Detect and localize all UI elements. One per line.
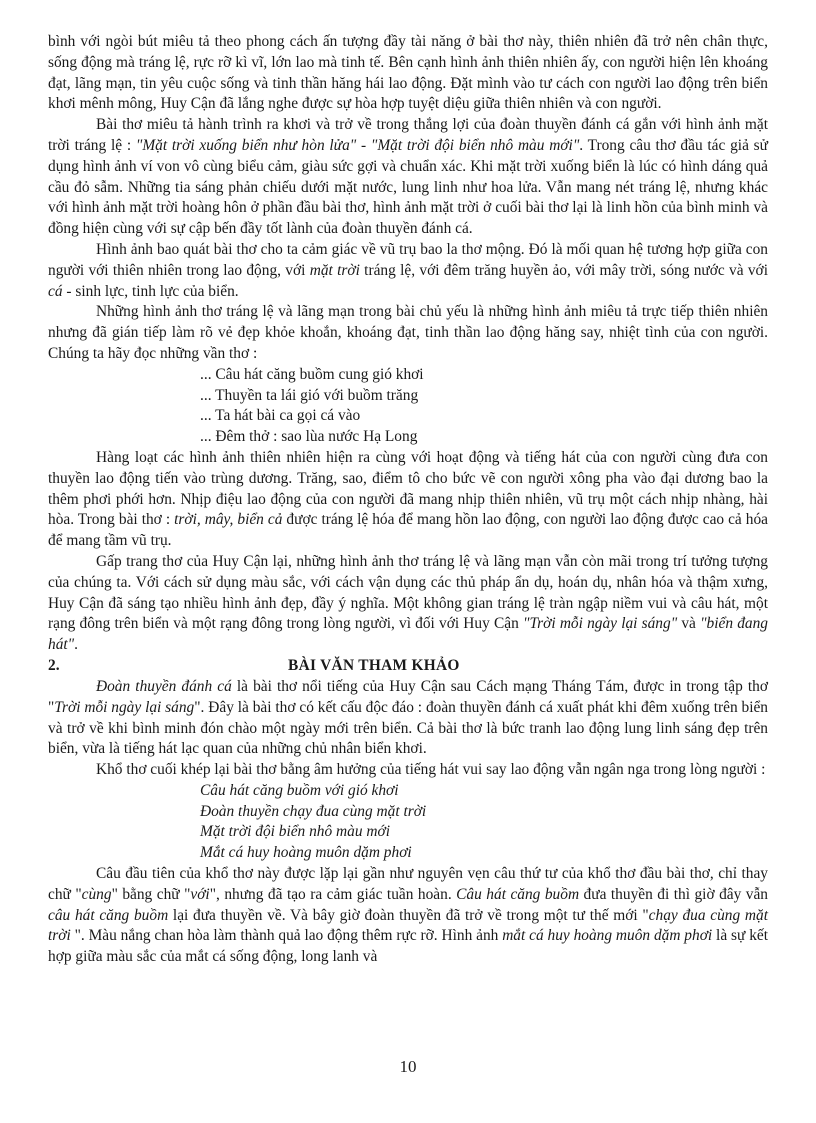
text-run: Hình ảnh bao quát bài thơ cho ta cảm giác về vũ trụ bao la thơ mộng. Đó là mối quan hệ tương hợp giữa con người với thiên nhiên trong lao động, với bbox=[48, 240, 768, 279]
text-run: ". Màu nắng chan hòa làm thành quả lao động thêm rực rỡ. Hình ảnh bbox=[70, 927, 503, 945]
emphasis: cùng bbox=[81, 885, 112, 903]
text-run: . bbox=[74, 636, 78, 654]
emphasis: mắt cá huy hoàng muôn dặm phơi bbox=[502, 927, 713, 945]
poem-line: Mắt cá huy hoàng muôn dặm phơi bbox=[200, 844, 412, 862]
emphasis: Đoàn thuyền đánh cá bbox=[96, 677, 232, 695]
paragraph-6 bbox=[48, 552, 768, 656]
document-body bbox=[48, 32, 768, 968]
poem-line: Mặt trời đội biển nhô màu mới bbox=[200, 823, 390, 841]
poem-line: Đoàn thuyền chạy đua cùng mặt trời bbox=[200, 802, 427, 820]
poem-line: ... Câu hát căng buồm cung gió khơi bbox=[200, 365, 424, 383]
text-run: tráng lệ, với đêm trăng huyền ảo, với mây trời, sóng nước và với bbox=[359, 261, 768, 279]
emphasis: "biển đang hát" bbox=[48, 615, 769, 654]
text-run: Hàng loạt các hình ảnh thiên nhiên hiện ra cùng với hoạt động và tiếng hát của con người cùng đưa con thuyền lao động tiến vào trùng dương. Trăng, sao, điểm tô cho bức vẽ con người xông pha vào đại dương bao la thêm phơi phới hơn. Nhịp điệu lao động của con người đã mang nhịp thiên nhiên, vũ trụ một cách nhịp nhàng, hài hòa. Trong bài thơ : bbox=[48, 448, 768, 529]
emphasis: mặt trời bbox=[309, 261, 360, 279]
text-run: đưa thuyền đi thì giờ đây vẫn bbox=[579, 885, 768, 903]
text-run: lại đưa thuyền về. Và bây giờ đoàn thuyền đã trở về trong một tư thế mới " bbox=[168, 906, 649, 924]
paragraph-2 bbox=[48, 115, 768, 240]
text-run: được tráng lệ hóa để mang hồn lao động, con người lao động được cao cả hóa để mang tầm vũ trụ. bbox=[48, 511, 769, 550]
text-run: Gấp trang thơ của Huy Cận lại, những hình ảnh thơ tráng lệ và lãng mạn vẫn còn mãi trong trí tưởng tượng của chúng ta. Với cách sử dụng màu sắc, với cách vận dụng các thủ pháp ẩn dụ, hoán dụ, nhân hóa và thậm xưng, Huy Cận đã sáng tạo nhiều hình ảnh đẹp, đầy ý nghĩa. Một không gian tráng lệ tràn ngập niềm vui và câu hát, một rạng đông trên biển và một rạng đông trong lòng người, vì đối với Huy Cận bbox=[48, 552, 768, 633]
text-run: là sự kết hợp giữa màu sắc của mắt cá sống động, long lanh và bbox=[48, 927, 768, 966]
text-run: là bài thơ nổi tiếng của Huy Cận sau Cách mạng Tháng Tám, được in trong tập thơ " bbox=[48, 677, 768, 716]
emphasis: Câu hát căng buồm bbox=[456, 885, 580, 903]
emphasis: với bbox=[190, 885, 210, 903]
paragraph-4: Những hình ảnh thơ tráng lệ và lãng mạn trong bài chủ yếu là những hình ảnh miêu tả trực tiếp thiên nhiên nhưng đã gián tiếp làm rõ vẻ đẹp khỏe khoắn, khoáng đạt, tinh thần lao động hăng say, nhiệt tình của con người. Chúng ta hãy đọc những vần thơ : bbox=[48, 303, 768, 362]
quote-1: "Mặt trời xuống biển như hòn lửa" bbox=[135, 136, 357, 154]
quote-2: "Mặt trời đội biển nhô màu mới" bbox=[370, 136, 580, 154]
text-run: và bbox=[677, 615, 701, 633]
section-heading bbox=[48, 656, 768, 677]
text-run: - bbox=[356, 136, 371, 154]
text-run: - sinh lực, tinh lực của biển. bbox=[62, 282, 239, 300]
text-run: " bằng chữ " bbox=[111, 885, 191, 903]
paragraph-5 bbox=[48, 448, 768, 552]
paragraph-7 bbox=[48, 677, 768, 760]
poem-line: Câu hát căng buồm với gió khơi bbox=[200, 781, 399, 799]
text-run: Bài thơ miêu tả hành trình ra khơi và trở về trong thắng lợi của đoàn thuyền đánh cá gắn với hình ảnh mặt trời tráng lệ : bbox=[48, 116, 768, 154]
page-number: 10 bbox=[399, 1057, 417, 1076]
poem-excerpt-1 bbox=[200, 365, 768, 448]
emphasis: chạy đua cùng mặt trời bbox=[48, 906, 768, 945]
text-run: ". Đây là bài thơ có kết cấu độc đáo : đoàn thuyền đánh cá xuất phát khi đêm xuống trên biển và trở về khi bình minh đón chào một ngày mới trên biển. Cả bài thơ là bức tranh lao động lung linh sáng đẹp trên biển, vừa là tiếng hát lạc quan của những chủ nhân biển khơi. bbox=[48, 698, 768, 758]
emphasis: câu hát căng buồm bbox=[48, 906, 169, 924]
emphasis: trời, mây, biển cả bbox=[174, 511, 283, 529]
paragraph-9 bbox=[48, 864, 768, 968]
emphasis: cá bbox=[48, 282, 63, 300]
text-run: ", nhưng đã tạo ra cảm giác tuần hoàn. bbox=[209, 885, 457, 903]
paragraph-3 bbox=[48, 240, 768, 302]
paragraph-8: Khổ thơ cuối khép lại bài thơ bằng âm hưởng của tiếng hát vui say lao động vẫn ngân nga trong lòng người : bbox=[96, 761, 766, 779]
text-run: . Trong câu thơ đầu tác giả sử dụng hình ảnh ví von vô cùng biểu cảm, giàu sức gợi và chuẩn xác. Khi mặt trời xuống biển là lúc có hình dáng quả cầu đỏ sẫm. Những tia sáng phản chiếu dưới mặt nước, lung linh như hoa lửa. Vẫn mang nét tráng lệ, nhưng khác với hình ảnh mặt trời hoàng hôn ở phần đầu bài thơ, hình ảnh mặt trời ở cuối bài thơ lại là linh hồn của bình minh và đồng hiện cùng với sự cập bến đầy tốt lành của đoàn thuyền đánh cá. bbox=[48, 136, 768, 238]
poem-line: ... Đêm thở : sao lùa nước Hạ Long bbox=[200, 428, 418, 446]
poem-line: ... Ta hát bài ca gọi cá vào bbox=[200, 407, 361, 425]
section-title: BÀI VĂN THAM KHẢO bbox=[288, 656, 460, 674]
poem-line: ... Thuyền ta lái gió với buồm trăng bbox=[200, 386, 419, 404]
text-run: Câu đầu tiên của khổ thơ này được lặp lại gần như nguyên vẹn câu thứ tư của khổ thơ đầu bài thơ, chỉ thay chữ " bbox=[48, 865, 768, 903]
emphasis: "Trời mỗi ngày lại sáng" bbox=[522, 615, 678, 633]
section-number: 2. bbox=[48, 656, 60, 674]
emphasis: Trời mỗi ngày lại sáng bbox=[54, 698, 195, 716]
paragraph-1: bình với ngòi bút miêu tả theo phong cách ấn tượng đầy tài năng ở bài thơ này, thiên nhiên đã trở nên chân thực, sống động mà tráng lệ, rực rỡ kì vĩ, lớn lao mà tinh tế. Bên cạnh hình ảnh thiên nhiên ấy, con người hiện lên khoáng đạt, lãng mạn, tin yêu cuộc sống và tinh thần hăng hái lao động. Đặt mình vào tư cách con người lao động trên biển khơi mênh mông, Huy Cận đã lắng nghe được sự hòa hợp tuyệt diệu giữa thiên nhiên và con người. bbox=[48, 33, 768, 113]
poem-excerpt-2 bbox=[200, 781, 768, 864]
